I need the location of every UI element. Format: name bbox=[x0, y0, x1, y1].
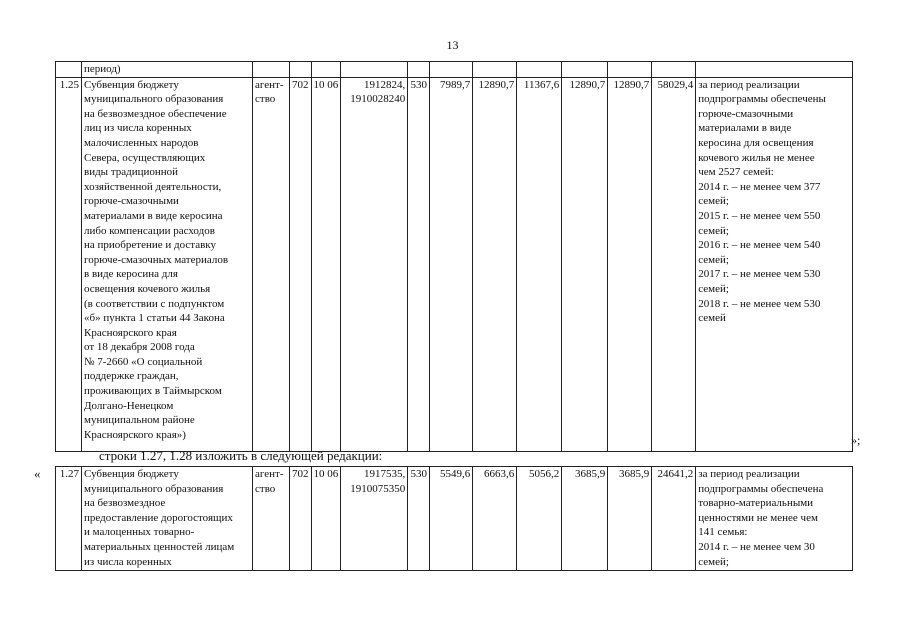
cell-year-2: 12890,7 bbox=[473, 77, 517, 451]
cell-empty bbox=[517, 62, 562, 78]
cell-year-4: 12890,7 bbox=[562, 77, 608, 451]
cell-vr: 530 bbox=[408, 77, 430, 451]
cell-empty bbox=[290, 62, 312, 78]
cell-row-number: 1.27 bbox=[56, 467, 82, 571]
opening-quote: « bbox=[34, 466, 41, 481]
table-row-1-27 bbox=[56, 467, 853, 571]
cell-csr: 1917535, 1910075350 bbox=[341, 467, 408, 571]
cell-year-4: 3685,9 bbox=[562, 467, 608, 571]
cell-empty bbox=[430, 62, 473, 78]
closing-quote: »; bbox=[851, 433, 861, 447]
cell-empty bbox=[56, 62, 82, 78]
page-number: 13 bbox=[446, 38, 459, 52]
cell-empty bbox=[473, 62, 517, 78]
cell-measure-name: Субвенция бюджету муниципального образования на безвозмездное предоставление дорогостоящих и малоценных товарно- материальных ценностей лицам из числа коренных bbox=[82, 467, 253, 571]
cell-year-3: 11367,6 bbox=[517, 77, 562, 451]
cell-expected-result: за период реализации подпрограммы обеспечены горюче-смазочными материалами в виде керосина для освещения кочевого жилья не менее чем 2527 семей: 2014 г. – не менее чем 377 семей; 2015 г. – не менее чем 550 семей; 2016 г. – не менее чем 540 семей; 2017 г. – не менее чем 530 семей; 2018 г. – не менее чем 530 семей bbox=[696, 77, 853, 451]
cell-year-5: 12890,7 bbox=[608, 77, 652, 451]
cell-measure-name: Субвенция бюджету муниципального образования на безвозмездное обеспечение лиц из числа коренных малочисленных народов Севера, осуществляющих виды традиционной хозяйственной деятельности, горюче-смазочными материалами в виде керосина либо компенсации расходов на приобретение и доставку горюче-смазочных материалов в виде керосина для освещения кочевого жилья (в соответствии с подпунктом «б» пункта 1 статьи 44 Закона Красноярского края от 18 декабря 2008 года № 7-2660 «О социальной поддержке граждан, проживающих в Таймырском Долгано-Ненецком муниципальном районе Красноярского края») bbox=[82, 77, 253, 451]
cell-empty bbox=[562, 62, 608, 78]
cell-vr: 530 bbox=[408, 467, 430, 571]
cell-rzpr: 10 06 bbox=[311, 467, 341, 571]
cell-empty bbox=[311, 62, 341, 78]
cell-year-1: 5549,6 bbox=[430, 467, 473, 571]
cell-total: 24641,2 bbox=[652, 467, 696, 571]
cell-year-1: 7989,7 bbox=[430, 77, 473, 451]
cell-executor: агент- ство bbox=[253, 467, 290, 571]
cell-year-3: 5056,2 bbox=[517, 467, 562, 571]
amendment-instruction: строки 1.27, 1.28 изложить в следующей редакции: bbox=[99, 448, 383, 463]
cell-expected-result: за период реализации подпрограммы обеспечена товарно-материальными ценностями не менее чем 141 семья: 2014 г. – не менее чем 30 семей; bbox=[696, 467, 853, 571]
cell-empty bbox=[341, 62, 408, 78]
cell-grbs: 702 bbox=[290, 77, 312, 451]
cell-empty bbox=[253, 62, 290, 78]
cell-total: 58029,4 bbox=[652, 77, 696, 451]
table-row-1-25 bbox=[56, 77, 853, 451]
cell-empty bbox=[696, 62, 853, 78]
table-row-prev-tail bbox=[56, 62, 853, 78]
cell-grbs: 702 bbox=[290, 467, 312, 571]
cell-executor: агент- ство bbox=[253, 77, 290, 451]
cell-rzpr: 10 06 bbox=[311, 77, 341, 451]
budget-table-bottom bbox=[55, 466, 853, 571]
cell-prev-name-tail: период) bbox=[82, 62, 253, 78]
cell-row-number: 1.25 bbox=[56, 77, 82, 451]
cell-empty bbox=[608, 62, 652, 78]
cell-empty bbox=[408, 62, 430, 78]
cell-year-5: 3685,9 bbox=[608, 467, 652, 571]
cell-csr: 1912824, 1910028240 bbox=[341, 77, 408, 451]
budget-table-top bbox=[55, 61, 853, 452]
cell-empty bbox=[652, 62, 696, 78]
cell-year-2: 6663,6 bbox=[473, 467, 517, 571]
